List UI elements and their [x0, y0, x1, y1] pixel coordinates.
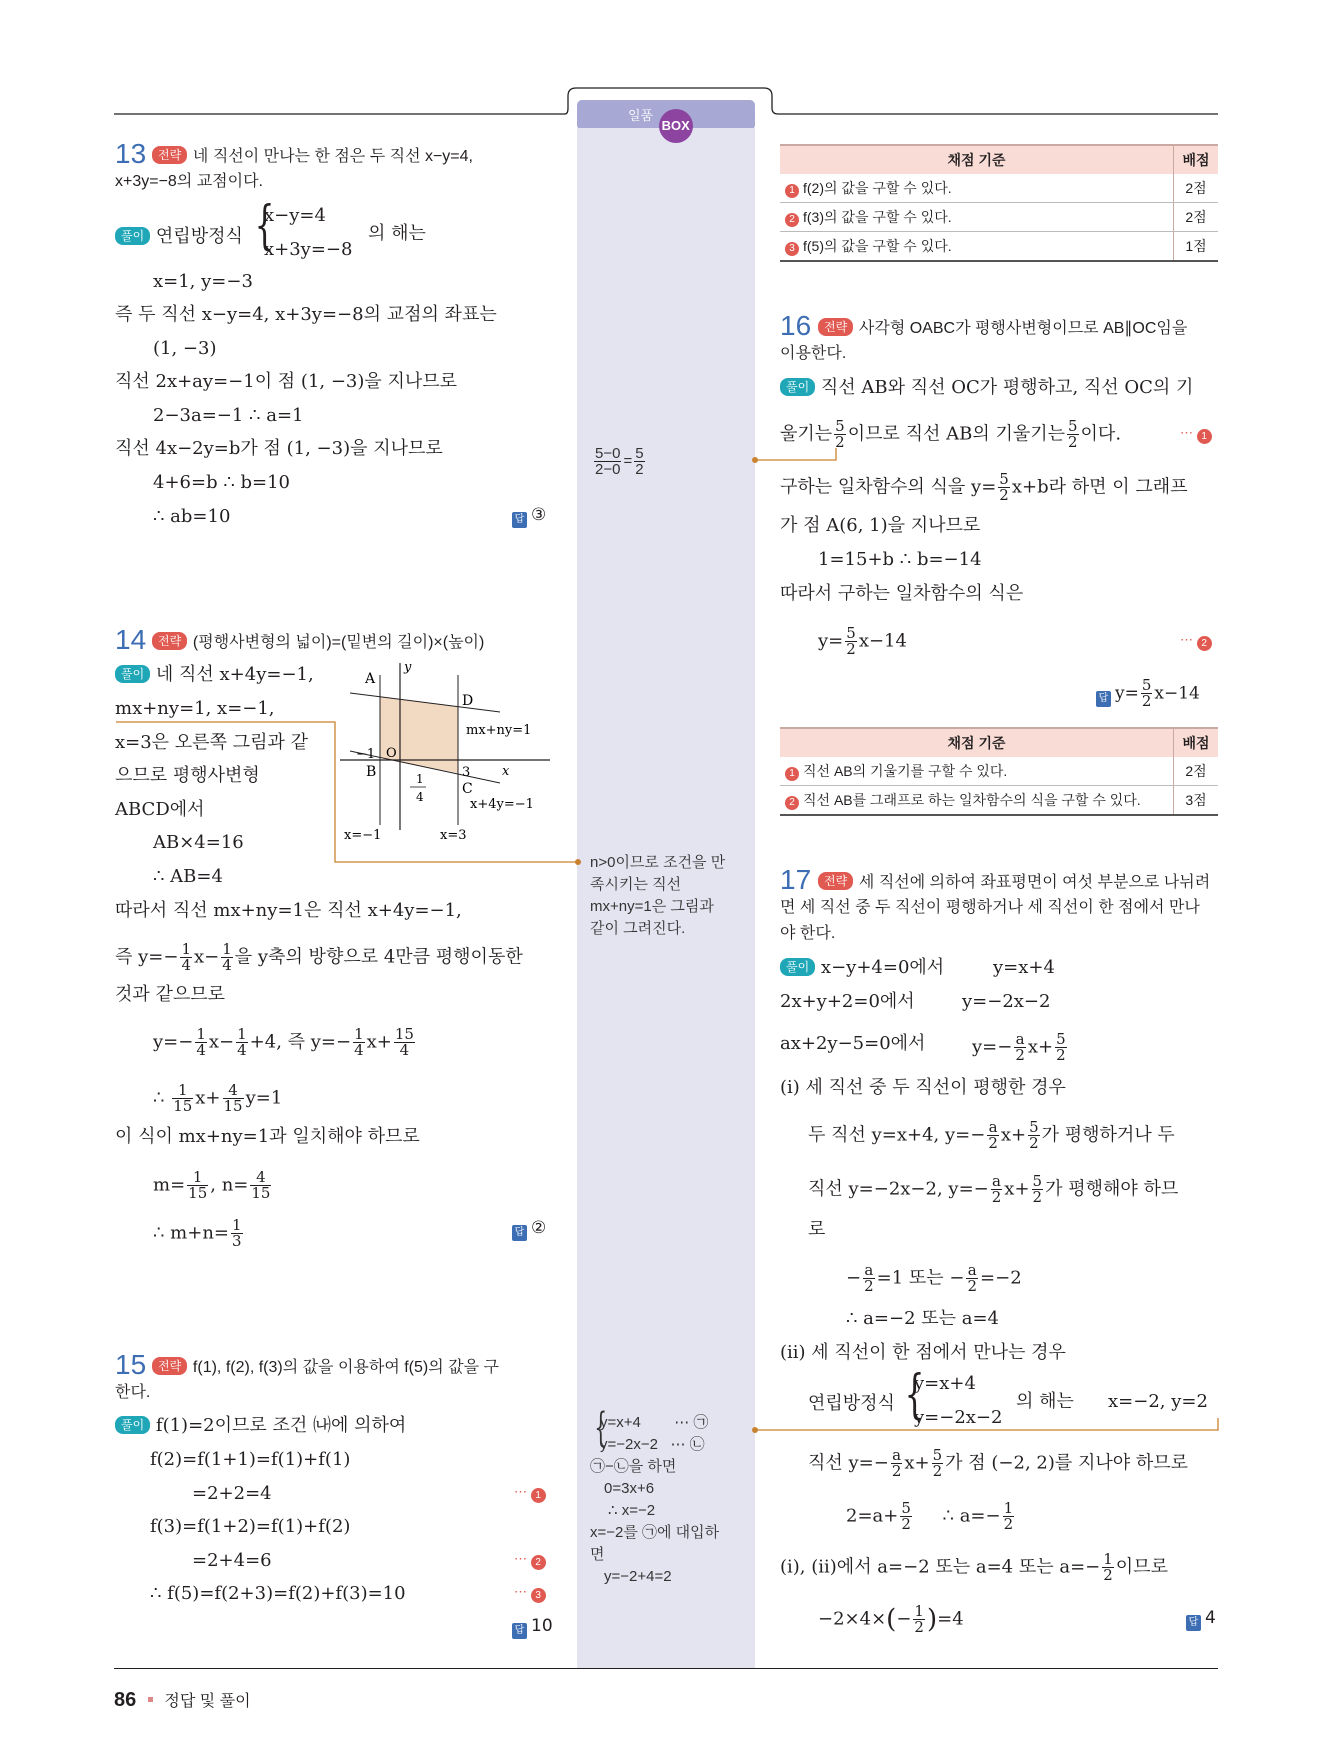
fig-label-3: 3 — [462, 765, 471, 780]
p13-line7: 직선 4x−2y=b가 점 (1, −3)을 지나므로 — [115, 438, 443, 459]
p17-line5: 두 직선 y=x+4, y=− $\frac{a}{2}$ x+ $\frac{5}{2}$ 가 평행하거나 두 — [808, 1118, 1175, 1152]
p15-strategy2: 한다. — [115, 1384, 151, 1401]
footer — [114, 1688, 251, 1712]
p14-line4: 으므로 평행사변형 — [115, 765, 260, 786]
p15-line2: f(2)=f(1+1)=f(1)+f(1) — [150, 1449, 351, 1470]
p14-line8: 따라서 직선 mx+ny=1은 직선 x+4y=−1, — [115, 900, 462, 921]
problem-17-number: 17 — [780, 864, 812, 895]
box-badge: BOX — [659, 109, 693, 143]
fig-label-line2: x+4y=−1 — [470, 797, 534, 812]
side-note-3: y=x+4 ⋯ ㉠ y=−2x−2 ⋯ ㉡ ㉠−㉡을 하면 0=3x+6 ∴ x=−2 x=−2를 ㉠에 대입하 면 y=−2+4=2 — [590, 1414, 720, 1585]
answer-icon: 답 — [512, 512, 527, 528]
p15-strategy: 전략 f(1), f(2), f(3)의 값을 이용하여 f(5)의 값을 구 — [152, 1355, 499, 1380]
fig-label-C: C — [462, 781, 473, 797]
fig-label-line1: mx+ny=1 — [466, 723, 532, 738]
p13-line4: (1, −3) — [153, 338, 217, 359]
problem-15-number: 15 — [115, 1349, 147, 1380]
footer-bullet — [148, 1697, 153, 1702]
p14-line7: ∴ AB=4 — [153, 866, 223, 887]
side-note-2: n>0이므로 조건을 만 족시키는 직선 mx+ny=1은 그림과 같이 그려진다. — [590, 854, 726, 937]
table-row: 3 f(5)의 값을 구할 수 있다. 1점 — [780, 232, 1218, 262]
p14-strategy: 전략 (평행사변형의 넓이)=(밑변의 길이)×(높이) — [152, 630, 484, 655]
p16-line3: 구하는 일차함수의 식을 y= $\frac{5}{2}$ x+b라 하면 이 그래프 — [780, 470, 1188, 504]
answer-icon: 답 — [1096, 691, 1111, 707]
p17-line9: ∴ a=−2 또는 a=4 — [846, 1308, 1000, 1329]
p14-answer: 답 ② — [512, 1218, 546, 1241]
p14-line11: y=− $\frac{1}{4}$ x− $\frac{1}{4}$ +4, 즉 y=− $\frac{1}{4}$ x+ $\frac{15}{4}$ — [153, 1025, 414, 1059]
p13-line6: 2−3a=−1 ∴ a=1 — [153, 405, 304, 426]
p16-line6: 따라서 구하는 일차함수의 식은 — [780, 583, 1024, 604]
problem-16-number: 16 — [780, 310, 812, 341]
p13-strategy: 전략 네 직선이 만나는 한 점은 두 직선 x−y=4, — [152, 144, 473, 169]
p16-strategy2: 이용한다. — [780, 345, 847, 362]
p16-line7: y= $\frac{5}{2}$ x−14 — [818, 624, 907, 658]
p15-answer: 답 10 — [512, 1616, 553, 1639]
p17-answer: 답 4 — [1186, 1608, 1216, 1631]
p14-line15: ∴ m+n= $\frac{1}{3}$ — [153, 1216, 242, 1250]
side-note-1: $\frac{5-0}{2-0}$ = $\frac{5}{2}$ — [595, 445, 644, 478]
p17-strategy: 전략 세 직선에 의하여 좌표평면이 여섯 부분으로 나뉘려 — [818, 870, 1210, 895]
p16-answer: 답 y= $\frac{5}{2}$ x−14 — [1096, 678, 1200, 709]
footer-rule — [114, 1668, 1218, 1669]
p15-line5: =2+4=6 — [192, 1550, 272, 1571]
p17-line8: − $\frac{a}{2}$ =1 또는 − $\frac{a}{2}$ =−2 — [846, 1261, 1022, 1295]
p17-sys1: y=x+4 — [914, 1373, 976, 1394]
p16-marker1: ⋯ 1 — [1180, 425, 1212, 444]
p16-line1: 풀이 직선 AB와 직선 OC가 평행하고, 직선 OC의 기 — [780, 376, 1193, 400]
p14-figure — [330, 655, 570, 855]
grade-points-header: 배점 — [1174, 145, 1219, 174]
p13-line1: 풀이 연립방정식 — [115, 225, 243, 249]
p15-line3: =2+2=4 — [192, 1483, 272, 1504]
p17-line14: (i), (ii)에서 a=−2 또는 a=4 또는 a=− $\frac{1}{2}$ 이므로 — [780, 1550, 1168, 1584]
p16-line5: 1=15+b ∴ b=−14 — [818, 549, 982, 570]
footer-title: 정답 및 풀이 — [164, 1693, 251, 1710]
p17-line7: 로 — [808, 1219, 826, 1240]
fig-label-x3: x=3 — [440, 828, 467, 843]
p15-line4: f(3)=f(1+2)=f(1)+f(2) — [150, 1516, 351, 1537]
p13-line3: 즉 두 직선 x−y=4, x+3y=−8의 교점의 좌표는 — [115, 304, 497, 325]
table-row: 1 직선 AB의 기울기를 구할 수 있다. 2점 — [780, 757, 1218, 786]
p17-line3: ax+2y−5=0에서 — [780, 1033, 926, 1054]
p17-line11: 연립방정식 — [808, 1393, 895, 1414]
p17-line2b: y=−2x−2 — [962, 991, 1051, 1012]
p13-sys2: x+3y=−8 — [264, 239, 353, 260]
p15-marker3: ⋯ 3 — [514, 1584, 546, 1603]
p15-marker1: ⋯ 1 — [514, 1484, 546, 1503]
p13-brace: { — [254, 196, 275, 256]
fig-label-1: 1 — [416, 772, 424, 786]
fig-label-4: 4 — [416, 790, 424, 804]
box-label: 일품 BOX — [628, 105, 693, 143]
page-number: 86 — [114, 1689, 137, 1711]
answer-icon: 답 — [1186, 1615, 1201, 1631]
p17-strategy2: 면 세 직선 중 두 직선이 평행하거나 세 직선이 한 점에서 만나 — [780, 899, 1200, 916]
fig-label-xneg1: x=−1 — [344, 828, 382, 843]
p14-line1: 풀이 네 직선 x+4y=−1, — [115, 663, 314, 687]
p13-strategy2: x+3y=−8의 교점이다. — [115, 173, 263, 190]
side-brace: { — [594, 1405, 608, 1451]
p16-line4: 가 점 A(6, 1)을 지나므로 — [780, 515, 981, 536]
problem-13-number: 13 — [115, 138, 147, 169]
p17-line12: 직선 y=− $\frac{a}{2}$ x+ $\frac{5}{2}$ 가 점 (−2, 2)를 지나야 하므로 — [808, 1446, 1189, 1480]
table-row: 1 f(2)의 값을 구할 수 있다. 2점 — [780, 174, 1218, 203]
fig-label-neg1: −1 — [356, 747, 376, 762]
p13-line1b: 의 해는 — [368, 223, 426, 244]
p15-marker2: ⋯ 2 — [514, 1551, 546, 1570]
p14-line5: ABCD에서 — [115, 799, 205, 820]
fig-label-D: D — [462, 693, 474, 709]
p17-brace: { — [904, 1365, 925, 1425]
p17-line3b: y=− $\frac{a}{2}$ x+ $\frac{5}{2}$ — [972, 1030, 1066, 1064]
fig-label-y: y — [404, 660, 412, 675]
grade-points-header: 배점 — [1174, 728, 1219, 757]
p17-line11c: x=−2, y=2 — [1108, 1391, 1208, 1412]
p14-line10: 것과 같으므로 — [115, 984, 226, 1005]
p15-line6: ∴ f(5)=f(2+3)=f(2)+f(3)=10 — [150, 1583, 406, 1604]
p16-marker2: ⋯ 2 — [1180, 632, 1212, 651]
p17-line1: 풀이 x−y+4=0에서 — [780, 956, 944, 980]
grade-header: 채점 기준 — [780, 145, 1174, 174]
grade-table-2 — [780, 727, 1218, 816]
p14-line3: x=3은 오른쪽 그림과 같 — [115, 732, 308, 753]
p17-line4: (i) 세 직선 중 두 직선이 평행한 경우 — [780, 1077, 1066, 1098]
grade-header: 채점 기준 — [780, 728, 1174, 757]
p13-line8: 4+6=b ∴ b=10 — [153, 472, 290, 493]
p13-line5: 직선 2x+ay=−1이 점 (1, −3)을 지나므로 — [115, 371, 458, 392]
grade-table-1 — [780, 144, 1218, 262]
table-row: 2 f(3)의 값을 구할 수 있다. 2점 — [780, 203, 1218, 232]
answer-icon: 답 — [512, 1225, 527, 1241]
p13-line2: x=1, y=−3 — [153, 271, 253, 292]
p14-line2: mx+ny=1, x=−1, — [115, 698, 275, 719]
p17-line15: −2×4×(− $\frac{1}{2}$ )=4 — [818, 1602, 964, 1636]
p16-strategy: 전략 사각형 OABC가 평행사변형이므로 AB∥OC임을 — [818, 316, 1187, 341]
p16-line2: 울기는 $\frac{5}{2}$ 이므로 직선 AB의 기울기는 $\frac{5}{2}$ 이다. — [780, 417, 1122, 451]
p17-line1b: y=x+4 — [993, 957, 1055, 978]
p17-line13: 2=a+ $\frac{5}{2}$ ∴ a=− $\frac{1}{2}$ — [846, 1499, 1014, 1533]
fig-label-B: B — [366, 764, 377, 780]
p17-line10: (ii) 세 직선이 한 점에서 만나는 경우 — [780, 1342, 1066, 1363]
p14-line6: AB×4=16 — [153, 832, 244, 853]
table-row: 2 직선 AB를 그래프로 하는 일차함수의 식을 구할 수 있다. 3점 — [780, 786, 1218, 816]
p15-line1: 풀이 f(1)=2이므로 조건 ㈏에 의하여 — [115, 1414, 406, 1438]
p17-strategy3: 야 한다. — [780, 925, 836, 942]
p17-line6: 직선 y=−2x−2, y=− $\frac{a}{2}$ x+ $\frac{5}{2}$ 가 평행해야 하므 — [808, 1172, 1179, 1206]
p14-line9: 즉 y=− $\frac{1}{4}$ x− $\frac{1}{4}$ 을 y축의 방향으로 4만큼 평행이동한 — [115, 940, 523, 974]
fig-label-x: x — [502, 764, 510, 779]
p17-line2: 2x+y+2=0에서 — [780, 991, 915, 1012]
p14-line12: ∴ $\frac{1}{15}$ x+ $\frac{4}{15}$ y=1 — [153, 1081, 283, 1115]
p17-line11b: 의 해는 — [1016, 1391, 1074, 1412]
p17-sys2: y=−2x−2 — [914, 1407, 1003, 1428]
answer-icon: 답 — [512, 1623, 527, 1639]
p14-line14: m= $\frac{1}{15}$ , n= $\frac{4}{15}$ — [153, 1168, 271, 1202]
fig-label-O: O — [386, 746, 397, 761]
fig-label-A: A — [365, 671, 376, 687]
problem-14-number: 14 — [115, 624, 147, 655]
p14-line13: 이 식이 mx+ny=1과 일치해야 하므로 — [115, 1126, 420, 1147]
p13-sys1: x−y=4 — [264, 205, 326, 226]
p13-line9: ∴ ab=10 — [153, 506, 231, 527]
p13-answer: 답 ③ — [512, 505, 546, 528]
